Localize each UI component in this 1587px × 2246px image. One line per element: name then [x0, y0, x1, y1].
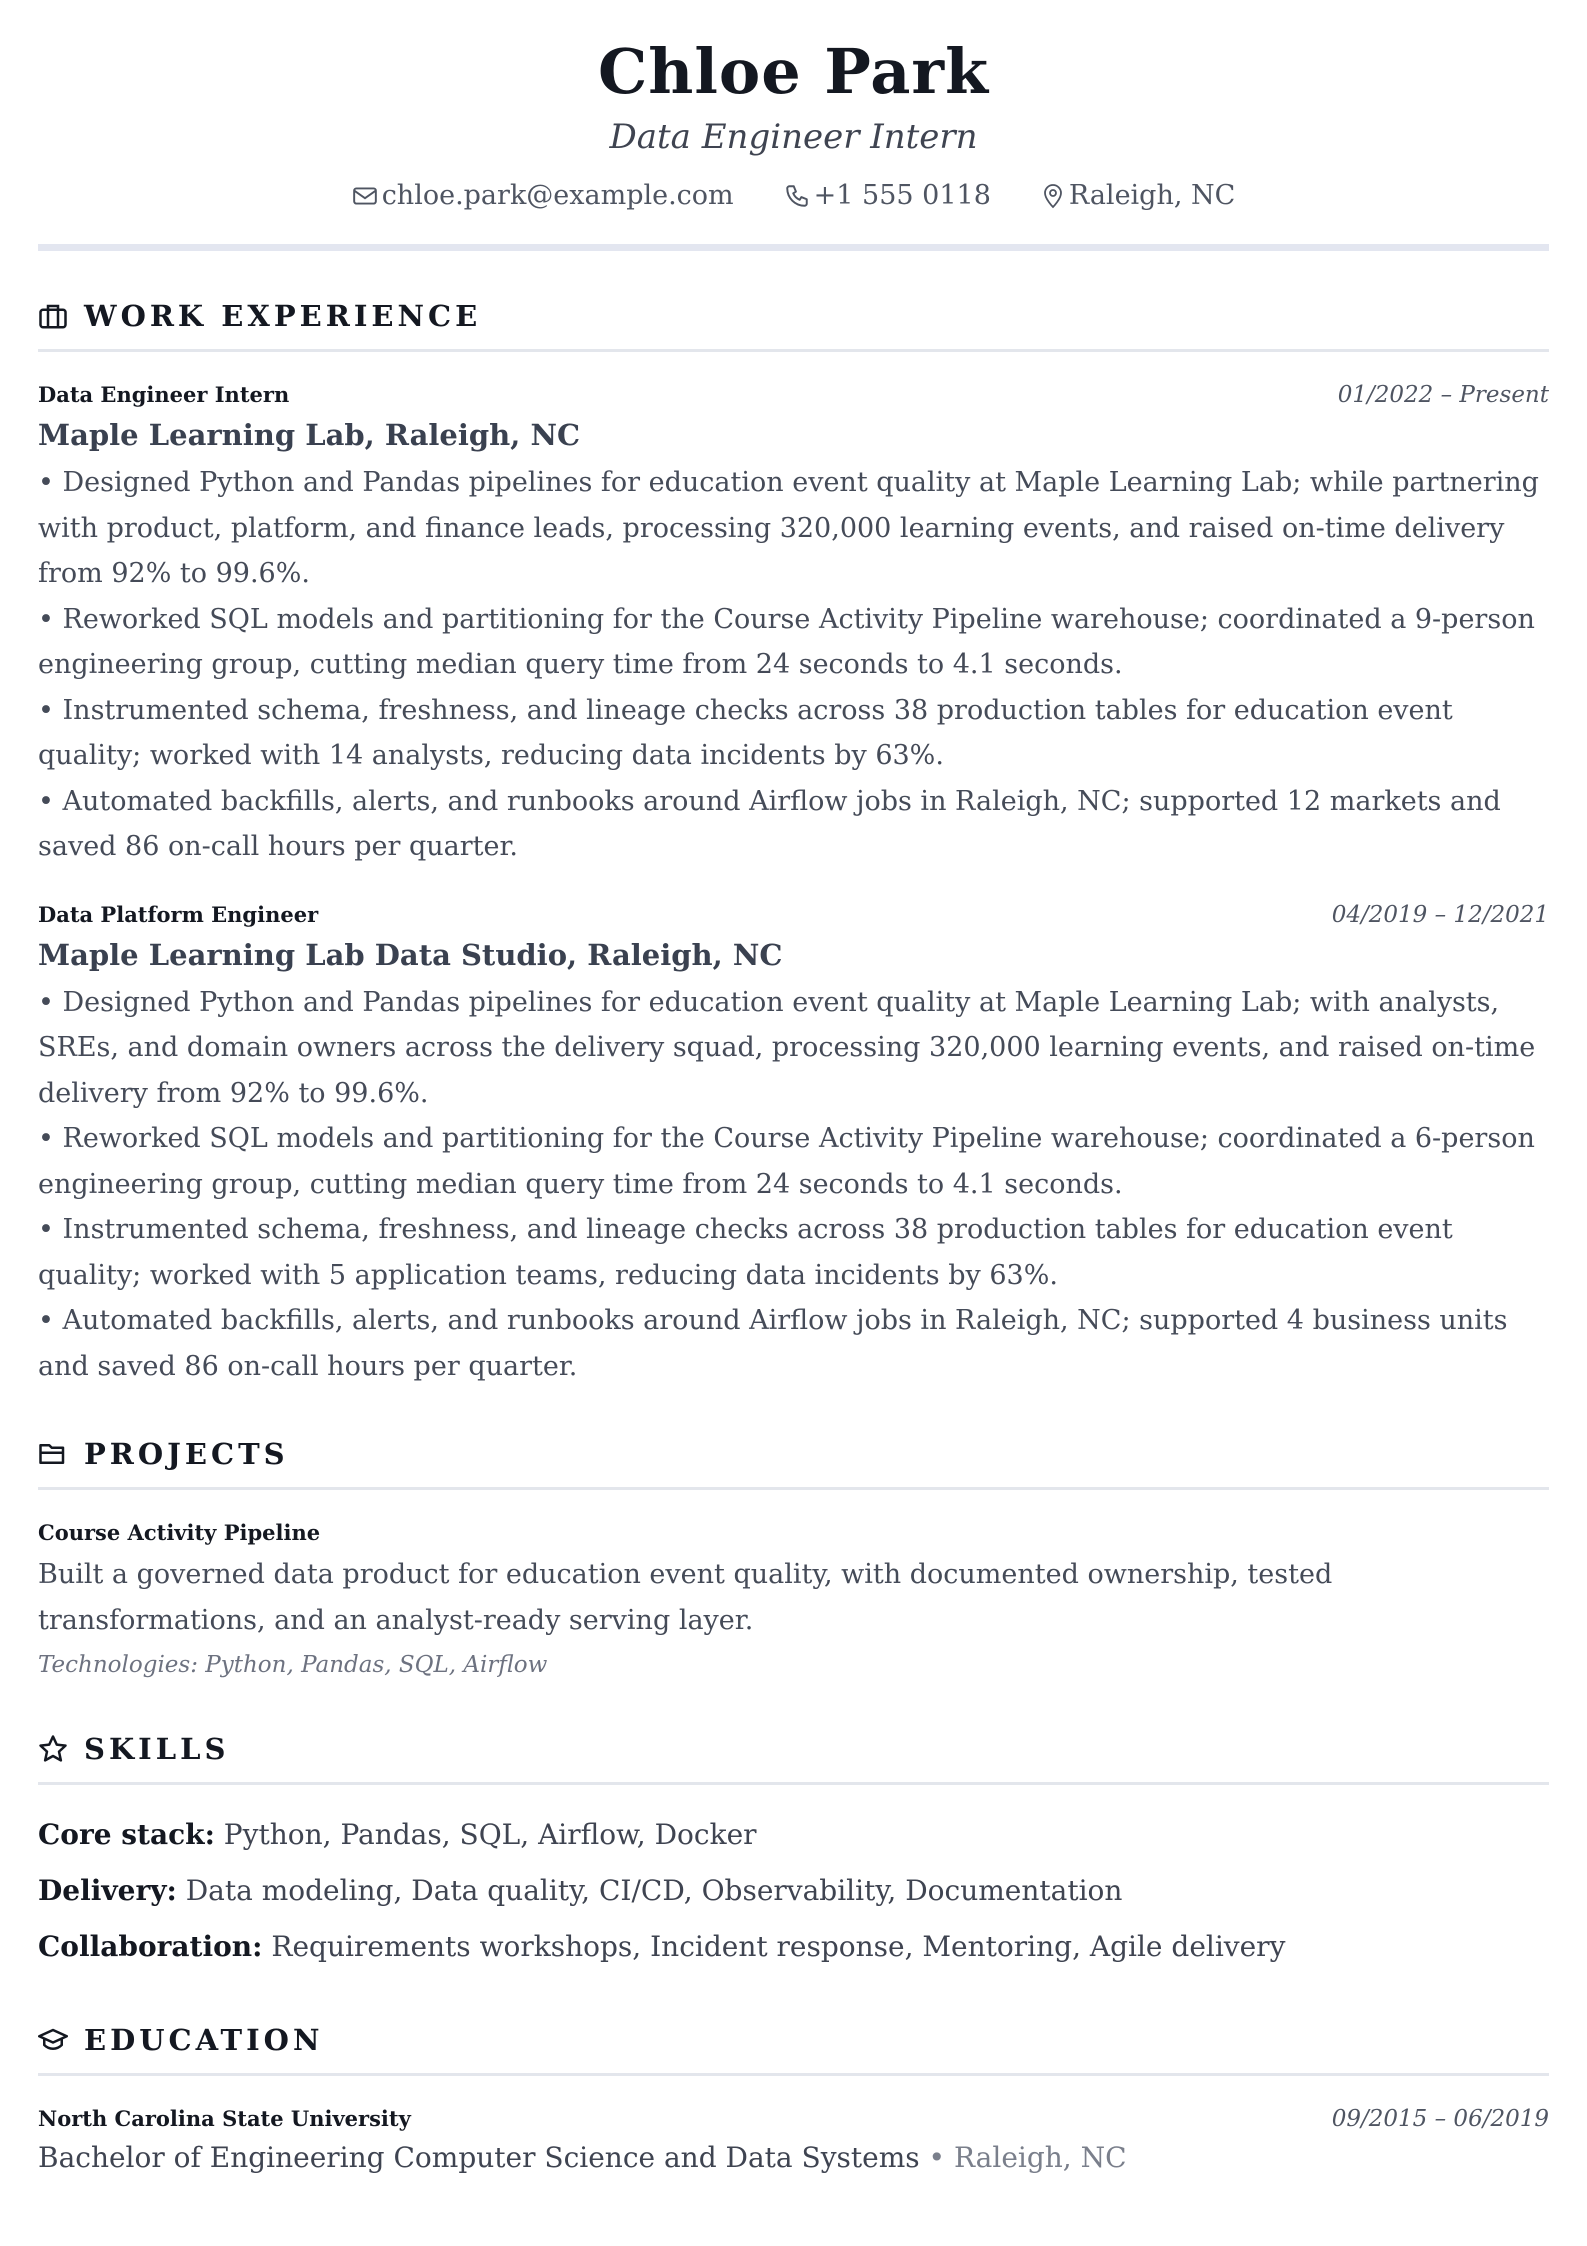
- skill-group-value: Python, Pandas, SQL, Airflow, Docker: [214, 1818, 757, 1851]
- section-title: PROJECTS: [84, 1437, 289, 1471]
- work-entry: [38, 380, 1549, 870]
- section-title: EDUCATION: [84, 2023, 324, 2057]
- work-experience-section: [38, 297, 1549, 1389]
- phone-icon: [784, 183, 810, 209]
- bullet-list: [38, 460, 1549, 870]
- graduation-cap-icon: [38, 2028, 68, 2052]
- skill-group: [38, 1919, 1549, 1975]
- section-title: SKILLS: [84, 1732, 230, 1766]
- project-name: Course Activity Pipeline: [38, 1520, 321, 1545]
- section-title: WORK EXPERIENCE: [84, 299, 482, 333]
- skill-group-label: Collaboration:: [38, 1930, 263, 1963]
- contact-bar: [38, 178, 1549, 214]
- education-entry: [38, 2104, 1549, 2180]
- section-header: [38, 1435, 1549, 1490]
- education-dates: 09/2015 – 06/2019: [1331, 2106, 1549, 2132]
- bullet-item: • Automated backfills, alerts, and runbooks around Airflow jobs in Raleigh, NC; supported 12 markets and saved 86 on-call hours per quarter.: [38, 785, 1501, 862]
- section-header: [38, 2021, 1549, 2076]
- skill-group-value: Data modeling, Data quality, CI/CD, Observability, Documentation: [176, 1874, 1123, 1907]
- bullet-item: • Instrumented schema, freshness, and lineage checks across 38 production tables for education event quality; worked with 5 application teams, reducing data incidents by 63%.: [38, 1214, 1453, 1291]
- section-header: [38, 297, 1549, 352]
- skills-list: [38, 1807, 1549, 1975]
- resume-header: [38, 0, 1549, 251]
- project-technologies: Technologies: Python, Pandas, SQL, Airflow: [38, 1652, 548, 1678]
- job-dates: 04/2019 – 12/2021: [1331, 901, 1549, 928]
- section-header: [38, 1730, 1549, 1785]
- bullet-item: • Reworked SQL models and partitioning for the Course Activity Pipeline warehouse; coordinated a 6-person engineering group, cutting median query time from 24 seconds to 4.1 seconds.: [38, 1123, 1535, 1200]
- bullet-list: [38, 980, 1549, 1390]
- degree: [38, 2136, 1549, 2180]
- company-name: Maple Learning Lab Data Studio, Raleigh, NC: [38, 937, 783, 972]
- work-entry: [38, 900, 1549, 1390]
- phone-text[interactable]: +1 555 0118: [813, 180, 991, 211]
- job-title: Data Platform Engineer: [38, 901, 319, 927]
- candidate-name: Chloe Park: [597, 35, 990, 108]
- skill-group-label: Core stack:: [38, 1818, 215, 1851]
- location-text: Raleigh, NC: [1068, 180, 1236, 211]
- bullet-item: • Instrumented schema, freshness, and lineage checks across 38 production tables for education event quality; worked with 14 analysts, reducing data incidents by 63%.: [38, 694, 1453, 771]
- briefcase-icon: [38, 302, 68, 330]
- skill-group: [38, 1863, 1549, 1919]
- project-entry: [38, 1518, 1549, 1684]
- folder-icon: [38, 1441, 68, 1467]
- contact-location: [1041, 178, 1235, 214]
- skills-section: [38, 1730, 1549, 1975]
- job-title: Data Engineer Intern: [38, 382, 290, 407]
- bullet-item: • Designed Python and Pandas pipelines for education event quality at Maple Learning Lab; with analysts, SREs, and domain owners across the delivery squad, processing 320,000 learning events, and raised on-time delivery from 92% to 99.6%.: [38, 986, 1536, 1109]
- email-text[interactable]: chloe.park@example.com: [381, 180, 734, 211]
- candidate-title: Data Engineer Intern: [609, 117, 978, 157]
- degree-name: Bachelor of Engineering Computer Science and Data Systems: [38, 2141, 920, 2174]
- job-dates: 01/2022 – Present: [1337, 382, 1549, 408]
- bullet-item: • Designed Python and Pandas pipelines for education event quality at Maple Learning Lab; while partnering with product, platform, and finance leads, processing 320,000 learning events, and raised on-time delivery from 92% to 99.6%.: [38, 467, 1539, 589]
- education-section: [38, 2021, 1549, 2180]
- education-location: Raleigh, NC: [953, 2141, 1127, 2174]
- skill-group-value: Requirements workshops, Incident response, Mentoring, Agile delivery: [262, 1930, 1286, 1963]
- project-description: Built a governed data product for education event quality, with documented ownership, tested transformations, and an analyst-ready serving layer.: [38, 1559, 1333, 1636]
- contact-email[interactable]: [352, 178, 734, 214]
- bullet-item: • Reworked SQL models and partitioning for the Course Activity Pipeline warehouse; coordinated a 9-person engineering group, cutting median query time from 24 seconds to 4.1 seconds.: [38, 603, 1535, 680]
- contact-phone[interactable]: [784, 178, 991, 214]
- mail-icon: [352, 185, 378, 207]
- header-divider: [38, 244, 1549, 251]
- school-name: North Carolina State University: [38, 2106, 411, 2131]
- skill-group-label: Delivery:: [38, 1874, 177, 1907]
- bullet-item: • Automated backfills, alerts, and runbooks around Airflow jobs in Raleigh, NC; supported 4 business units and saved 86 on-call hours per quarter.: [38, 1305, 1508, 1382]
- degree-separator: •: [919, 2141, 954, 2174]
- star-icon: [38, 1734, 68, 1764]
- company-name: Maple Learning Lab, Raleigh, NC: [38, 418, 581, 452]
- map-pin-icon: [1041, 183, 1065, 209]
- skill-group: [38, 1807, 1549, 1863]
- projects-section: [38, 1435, 1549, 1684]
